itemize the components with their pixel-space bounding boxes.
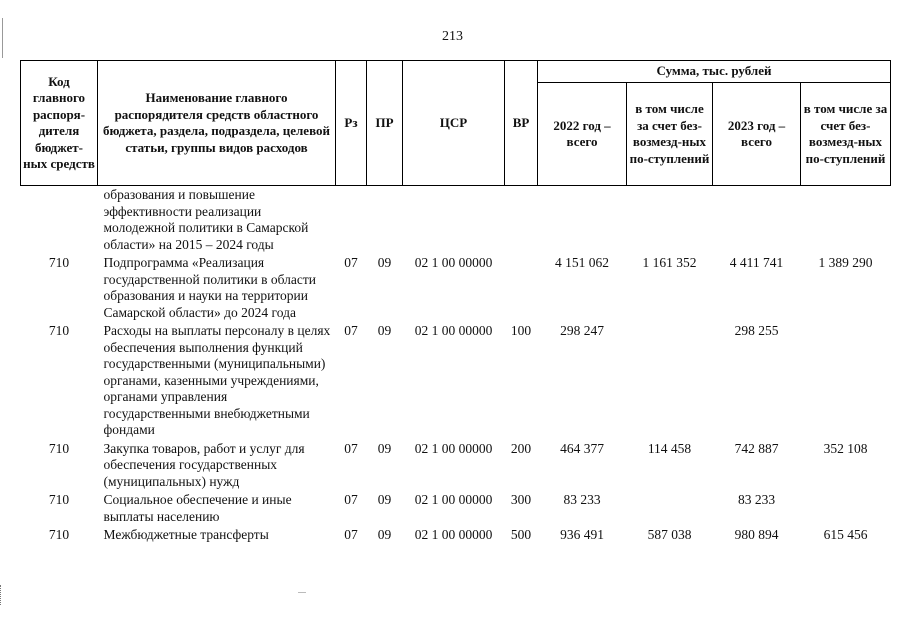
cell-2023-total: 298 255 [734, 323, 779, 338]
cell-2023-gratuitous [801, 491, 891, 526]
header-2022-gratuitous: в том числе за счет без-возмезд-ных по-ступлений [627, 83, 713, 186]
cell-name: Закупка товаров, работ и услуг для обеспечения государственных (муниципальных) нужд [103, 440, 305, 489]
header-2023-total: 2023 год – всего [713, 83, 801, 186]
cell-pr: 09 [377, 440, 392, 456]
cell-code: 710 [48, 255, 70, 270]
table-header [21, 61, 891, 186]
cell-csr: 02 1 00 00000 [414, 255, 493, 270]
cell-vr: 100 [510, 323, 532, 338]
cell-rz: 07 [344, 492, 358, 507]
cell-name: Социальное обеспечение и иные выплаты населению [103, 492, 292, 524]
scan-artifact-tick [298, 592, 306, 593]
cell-rz: 07 [344, 527, 358, 542]
cell-2023-total: 4 411 741 [729, 255, 784, 270]
cell-rz: 07 [344, 255, 358, 270]
cell-name: Подпрограмма «Реализация государственной политики в области образования и науки на территории Самарской области» до 2024 года [103, 255, 317, 320]
cell-2022-total: 298 247 [560, 323, 604, 338]
cell-csr: 02 1 00 00000 [414, 323, 493, 338]
cell-2023-total: 742 887 [734, 440, 779, 456]
header-code: Код главного распоря-дителя бюджет-ных средств [21, 61, 98, 186]
cell-2023-total [713, 186, 801, 255]
cell-2022-total: 83 233 [563, 492, 601, 507]
header-vr: ВР [505, 61, 538, 186]
cell-2022-gratuitous: 587 038 [647, 527, 692, 542]
header-2023-gratuitous: в том числе за счет без-возмезд-ных по-ступлений [801, 83, 891, 186]
cell-code: 710 [48, 492, 70, 507]
cell-rz: 07 [344, 440, 358, 456]
cell-2022-gratuitous [627, 322, 713, 440]
cell-vr [505, 254, 538, 322]
cell-2022-gratuitous: 1 161 352 [642, 255, 697, 270]
cell-2023-total: 83 233 [737, 492, 776, 507]
page-number: 213 [442, 29, 463, 44]
cell-2022-total [538, 186, 627, 255]
cell-2023-total: 980 894 [734, 527, 779, 542]
cell-2022-gratuitous [627, 186, 713, 255]
table-row [21, 526, 891, 545]
cell-rz: 07 [344, 323, 358, 338]
cell-2022-total: 464 377 [560, 440, 604, 456]
cell-vr [505, 186, 538, 255]
cell-vr: 300 [510, 492, 532, 507]
cell-name: Межбюджетные трансферты [103, 527, 269, 542]
cell-code [21, 186, 98, 255]
cell-csr: 02 1 00 00000 [414, 527, 493, 542]
cell-2022-total: 936 491 [560, 527, 604, 542]
cell-2023-gratuitous: 1 389 290 [818, 255, 873, 270]
cell-code: 710 [48, 440, 70, 456]
header-pr: ПР [367, 61, 403, 186]
cell-2022-gratuitous: 114 458 [647, 440, 692, 456]
cell-pr: 09 [377, 323, 392, 338]
header-2022-total: 2022 год – всего [538, 83, 627, 186]
table-row [21, 322, 891, 440]
cell-pr [367, 186, 403, 255]
cell-pr: 09 [377, 492, 392, 507]
header-csr: ЦСР [403, 61, 505, 186]
cell-code: 710 [48, 527, 70, 542]
cell-name: Расходы на выплаты персоналу в целях обеспечения выполнения функций государственными (муниципальными) органами, казенными учреждениями, органами управления государственными внебюджетными фондами [103, 323, 331, 437]
cell-2022-total: 4 151 062 [555, 255, 609, 270]
scan-artifact [0, 585, 4, 605]
cell-csr: 02 1 00 00000 [414, 492, 493, 507]
cell-rz [336, 186, 367, 255]
header-rz: Рз [336, 61, 367, 186]
table-row [21, 440, 891, 492]
cell-pr: 09 [377, 255, 392, 270]
cell-csr [403, 186, 505, 255]
table-row [21, 254, 891, 322]
cell-2023-gratuitous [801, 322, 891, 440]
cell-name: образования и повышение эффективности реализации молодежной политики в Самарской области» на 2015 – 2024 годы [103, 187, 309, 252]
cell-2023-gratuitous: 615 456 [823, 527, 868, 542]
table-row [21, 186, 891, 255]
cell-2023-gratuitous: 352 108 [823, 440, 868, 456]
header-sum-group: Сумма, тыс. рублей [538, 61, 891, 83]
cell-vr: 500 [510, 527, 532, 542]
budget-table [20, 60, 891, 545]
cell-code: 710 [48, 323, 70, 338]
table-body [21, 186, 891, 545]
cell-csr: 02 1 00 00000 [414, 440, 493, 456]
header-name: Наименование главного распорядителя средств областного бюджета, раздела, подраздела, целевой статьи, группы видов расходов [98, 61, 336, 186]
table-row [21, 491, 891, 526]
cell-2022-gratuitous [627, 491, 713, 526]
cell-pr: 09 [377, 527, 392, 542]
cell-2023-gratuitous [801, 186, 891, 255]
cell-vr: 200 [510, 440, 532, 456]
